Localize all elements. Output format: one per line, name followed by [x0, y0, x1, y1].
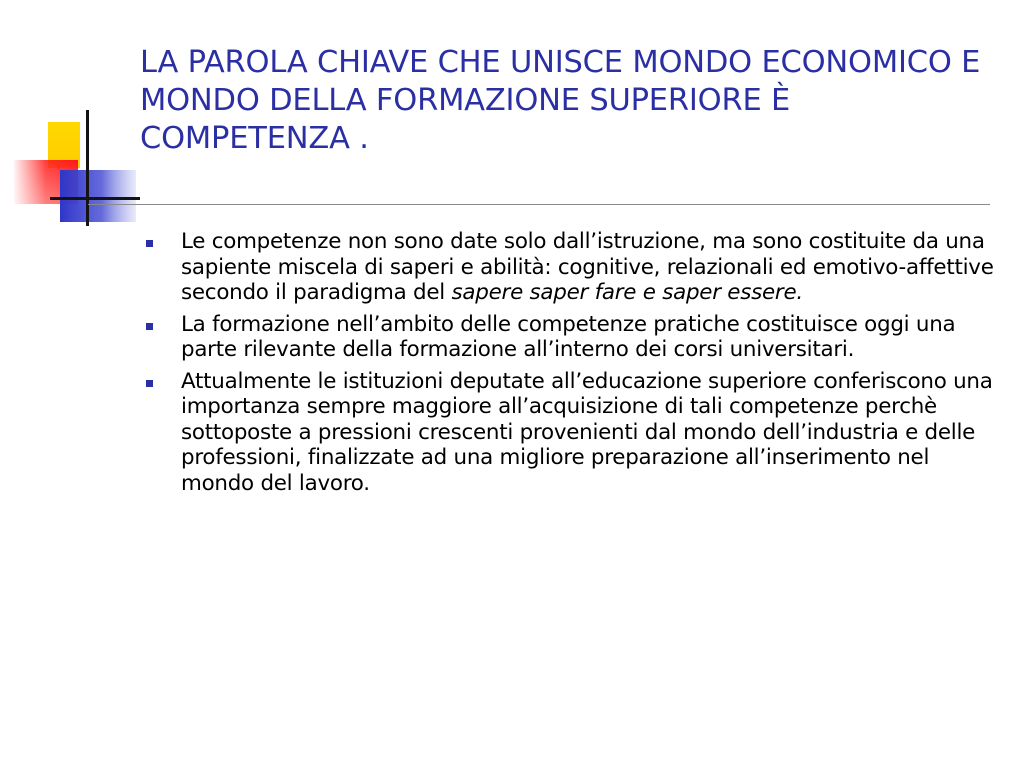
slide-title: LA PAROLA CHIAVE CHE UNISCE MONDO ECONOMICO E MONDO DELLA FORMAZIONE SUPERIORE È COMPETENZA .	[140, 45, 981, 156]
bullet-emphasis: sapere saper fare e saper essere.	[451, 280, 803, 305]
bullet-item	[142, 369, 1002, 497]
bullet-text: Le competenze non sono date solo dall’istruzione, ma sono costituite da una sapiente miscela di saperi e abilità: cognitive, relazionali ed emotivo-affettive secondo il paradigma del	[181, 229, 994, 305]
square-bullet-icon	[146, 240, 153, 247]
square-bullet-icon	[146, 323, 153, 330]
title-divider	[88, 204, 990, 205]
bullet-text: Attualmente le istituzioni deputate all’educazione superiore conferiscono una importanza sempre maggiore all’acquisizione di tali competenze perchè sottoposte a pressioni crescenti provenienti dal mondo dell’industria e delle professioni, finalizzate ad una migliore preparazione all’inserimento nel mondo del lavoro.	[181, 368, 993, 496]
bullet-list	[142, 229, 1002, 502]
bullet-text: La formazione nell’ambito delle competenze pratiche costituisce oggi una parte rilevante della formazione all’interno dei corsi universitari.	[181, 311, 956, 362]
square-bullet-icon	[146, 380, 153, 387]
bullet-item	[142, 312, 1002, 363]
bullet-item	[142, 229, 1002, 306]
